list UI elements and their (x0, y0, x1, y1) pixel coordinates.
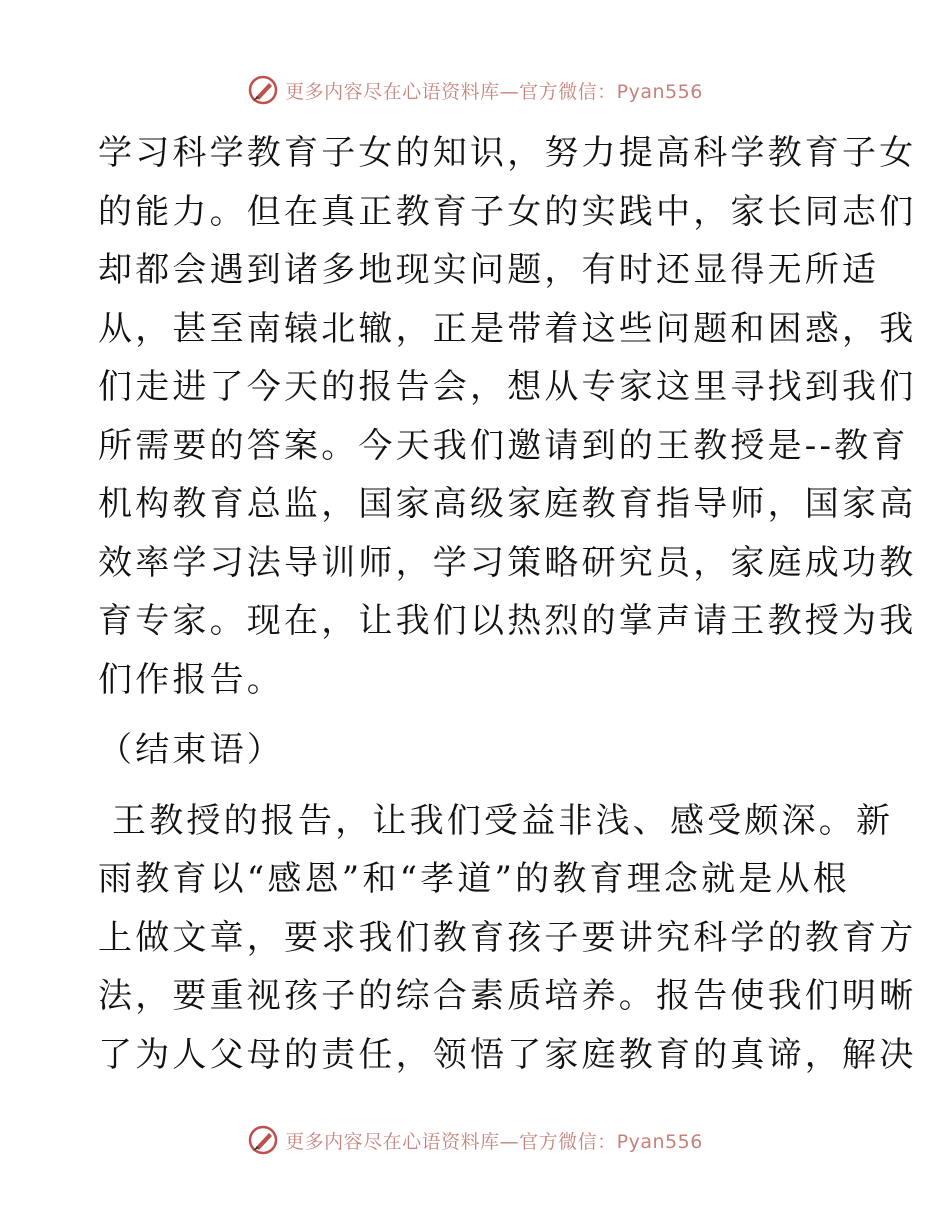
text-line: 所需要的答案。今天我们邀请到的王教授是--教育 (98, 425, 909, 466)
section-heading: （结束语） (98, 730, 284, 770)
text-line: 却都会遇到诸多地现实问题，有时还显得无所适 (98, 250, 880, 290)
header-banner (0, 70, 950, 110)
document-body (98, 124, 917, 1084)
text-line: 机构教育总监，国家高级家庭教育指导师，国家高 (98, 484, 917, 524)
text-line: 的能力。但在真正教育子女的实践中，家长同志们 (98, 191, 917, 232)
text-line: 上做文章，要求我们教育孩子要讲究科学的教育方 (98, 917, 917, 958)
paragraph-1 (98, 124, 917, 709)
footer-banner-text: 更多内容尽在心语资料库—官方微信：Pyan556 (285, 1130, 703, 1153)
text-line: 法，要重视孩子的综合素质培养。报告使我们明晰 (98, 976, 917, 1016)
text-line: 们走进了今天的报告会，想从专家这里寻找到我们 (98, 367, 917, 407)
text-line: 们作报告。 (98, 659, 284, 700)
text-line: 王教授的报告，让我们受益非浅、感受颇深。新 (98, 800, 894, 841)
pen-logo-icon (247, 74, 279, 106)
text-line: 学习科学教育子女的知识，努力提高科学教育子女 (98, 133, 917, 173)
text-line: 了为人父母的责任，领悟了家庭教育的真谛，解决 (98, 1034, 917, 1075)
pen-logo-icon (247, 1124, 279, 1156)
text-line: 雨教育以“感恩”和“孝道”的教育理念就是从根 (98, 859, 850, 899)
paragraph-2 (98, 792, 917, 1085)
text-line: 育专家。现在，让我们以热烈的掌声请王教授为我 (98, 601, 917, 641)
footer-banner (0, 1120, 950, 1160)
text-line: 效率学习法导训师，学习策略研究员，家庭成功教 (98, 542, 917, 583)
text-line: 从，甚至南辕北辙，正是带着这些问题和困惑，我 (98, 308, 917, 349)
header-banner-text: 更多内容尽在心语资料库—官方微信：Pyan556 (285, 80, 703, 103)
